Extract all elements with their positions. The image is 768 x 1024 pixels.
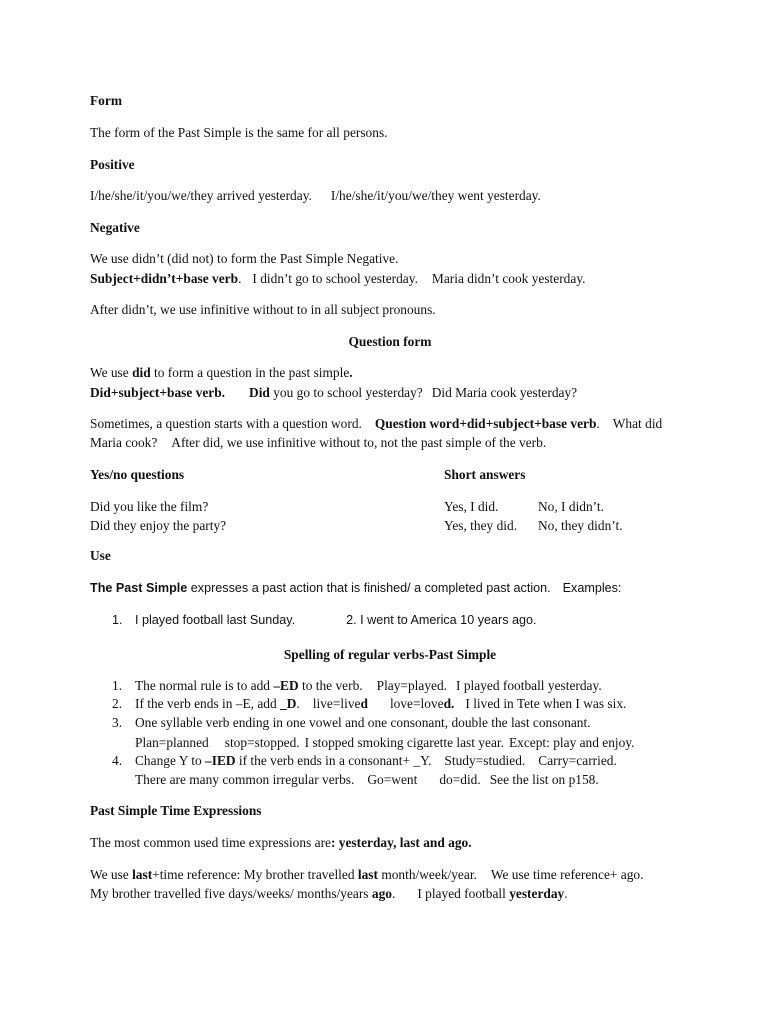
- spelling-rule-4: 4. Change Y to –IED if the verb ends in a consonant+ _Y. Study=studied. Carry=carried.: [112, 753, 617, 768]
- spelling-heading: Spelling of regular verbs-Past Simple: [283, 647, 497, 662]
- question-sometimes-line1: Sometimes, a question starts with a question word. Question word+did+subject+base verb. What did: [90, 416, 663, 431]
- question-line1: We use did to form a question in the past simple.: [90, 365, 353, 380]
- short-answer-yes: Yes, I did.: [444, 499, 499, 514]
- yesno-question: Did they enjoy the party?: [90, 518, 227, 533]
- time-heading: Past Simple Time Expressions: [90, 803, 262, 818]
- negative-line1: We use didn’t (did not) to form the Past Simple Negative.: [90, 251, 399, 266]
- question-rule-line: Did+subject+base verb. Did you go to school yesterday? Did Maria cook yesterday?: [90, 385, 578, 400]
- use-heading: Use: [90, 548, 111, 563]
- short-answers-heading: Short answers: [444, 467, 526, 482]
- form-heading: Form: [90, 93, 122, 108]
- yesno-heading: Yes/no questions: [90, 467, 185, 482]
- spelling-rule-3-examples: Plan=planned stop=stopped. I stopped smoking cigarette last year. Except: play and enjoy.: [135, 735, 635, 750]
- negative-after: After didn’t, we use infinitive without to in all subject pronouns.: [90, 302, 436, 317]
- negative-heading: Negative: [90, 220, 140, 235]
- yesno-question: Did you like the film?: [90, 499, 209, 514]
- positive-examples: I/he/she/it/you/we/they arrived yesterday. I/he/she/it/you/we/they went yesterday.: [90, 188, 541, 203]
- negative-rule-line: Subject+didn’t+base verb. I didn’t go to school yesterday. Maria didn’t cook yesterday.: [90, 271, 586, 286]
- spelling-irregular: There are many common irregular verbs. Go=went do=did. See the list on p158.: [135, 772, 599, 787]
- use-examples: 1. I played football last Sunday. 2. I went to America 10 years ago.: [112, 613, 537, 627]
- spelling-rule-2: 2. If the verb ends in –E, add _D. live=lived love=loved. I lived in Tete when I was six.: [112, 696, 627, 711]
- time-line3: My brother travelled five days/weeks/ months/years ago. I played football yesterday.: [90, 886, 568, 901]
- positive-heading: Positive: [90, 157, 135, 172]
- question-sometimes-line2: Maria cook? After did, we use infinitive without to, not the past simple of the verb.: [90, 435, 547, 450]
- spelling-rule-1: 1. The normal rule is to add –ED to the verb. Play=played. I played football yesterday.: [112, 678, 602, 693]
- question-heading: Question form: [348, 334, 432, 349]
- spelling-rule-3: 3. One syllable verb ending in one vowel and one consonant, double the last consonant.: [112, 715, 591, 730]
- use-text: The Past Simple expresses a past action that is finished/ a completed past action. Examples:: [90, 581, 622, 595]
- short-answer-yes: Yes, they did.: [444, 518, 518, 533]
- time-line1: The most common used time expressions are: yesterday, last and ago.: [90, 835, 472, 850]
- short-answer-no: No, I didn’t.: [538, 499, 604, 514]
- time-line2: We use last+time reference: My brother travelled last month/week/year. We use time reference+ ago.: [90, 867, 644, 882]
- form-text: The form of the Past Simple is the same for all persons.: [90, 125, 388, 140]
- short-answer-no: No, they didn’t.: [538, 518, 623, 533]
